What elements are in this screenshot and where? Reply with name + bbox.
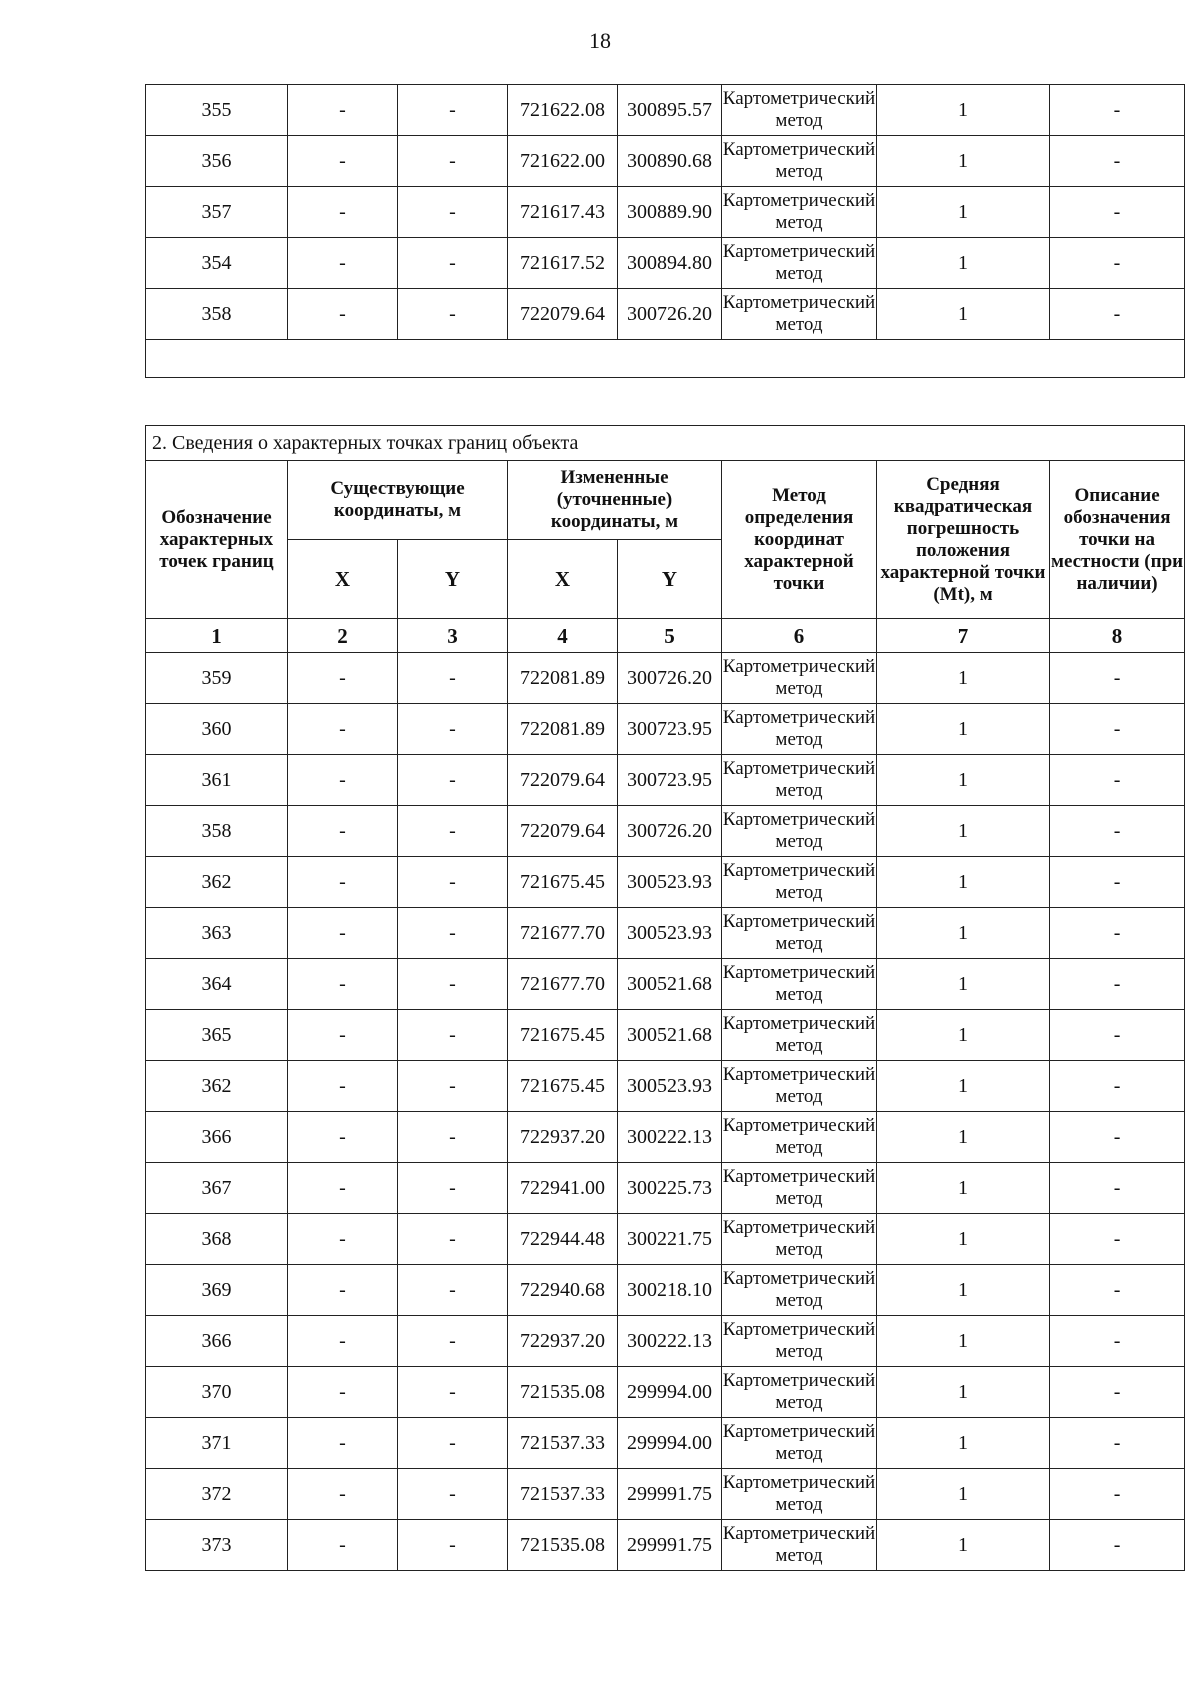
method-cell: Картометрический метод — [722, 1520, 877, 1571]
method-cell: Картометрический метод — [722, 857, 877, 908]
existing-x-cell: - — [288, 1418, 398, 1469]
table-row — [146, 1520, 1185, 1571]
method-cell: Картометрический метод — [722, 1214, 877, 1265]
existing-y-cell: - — [398, 1316, 508, 1367]
mean-error-cell: 1 — [877, 1418, 1050, 1469]
changed-x-cell: 722937.20 — [508, 1316, 618, 1367]
point-cell: 366 — [146, 1112, 288, 1163]
existing-y-cell: - — [398, 1367, 508, 1418]
changed-y-cell: 300521.68 — [618, 959, 722, 1010]
existing-x-cell: - — [288, 1112, 398, 1163]
point-cell: 372 — [146, 1469, 288, 1520]
table-row — [146, 806, 1185, 857]
changed-y-cell: 300225.73 — [618, 1163, 722, 1214]
table-row — [146, 85, 1185, 136]
existing-y-cell: - — [398, 1112, 508, 1163]
existing-x-cell: - — [288, 238, 398, 289]
table-row — [146, 1163, 1185, 1214]
description-cell: - — [1050, 1265, 1185, 1316]
existing-y-cell: - — [398, 289, 508, 340]
changed-y-cell: 300523.93 — [618, 1061, 722, 1112]
mean-error-cell: 1 — [877, 85, 1050, 136]
point-cell: 359 — [146, 653, 288, 704]
mean-error-cell: 1 — [877, 908, 1050, 959]
existing-x-cell: - — [288, 857, 398, 908]
description-cell: - — [1050, 704, 1185, 755]
description-cell: - — [1050, 1469, 1185, 1520]
existing-y-cell: - — [398, 755, 508, 806]
description-cell: - — [1050, 85, 1185, 136]
method-cell: Картометрический метод — [722, 1418, 877, 1469]
mean-error-cell: 1 — [877, 1520, 1050, 1571]
point-cell: 360 — [146, 704, 288, 755]
existing-y-cell: - — [398, 187, 508, 238]
existing-y-cell: - — [398, 1265, 508, 1316]
existing-x-cell: - — [288, 704, 398, 755]
description-cell: - — [1050, 238, 1185, 289]
header-changed-x: X — [508, 540, 618, 619]
table-row — [146, 704, 1185, 755]
table-row — [146, 1418, 1185, 1469]
method-cell: Картометрический метод — [722, 1163, 877, 1214]
changed-x-cell: 721622.08 — [508, 85, 618, 136]
changed-y-cell: 300889.90 — [618, 187, 722, 238]
mean-error-cell: 1 — [877, 289, 1050, 340]
existing-y-cell: - — [398, 238, 508, 289]
header-existing-x: X — [288, 540, 398, 619]
existing-x-cell: - — [288, 959, 398, 1010]
method-cell: Картометрический метод — [722, 238, 877, 289]
method-cell: Картометрический метод — [722, 1061, 877, 1112]
table-title: 2. Сведения о характерных точках границ объекта — [146, 426, 1185, 461]
point-cell: 367 — [146, 1163, 288, 1214]
column-number: 2 — [288, 619, 398, 653]
existing-x-cell: - — [288, 1265, 398, 1316]
description-cell: - — [1050, 653, 1185, 704]
column-number: 3 — [398, 619, 508, 653]
existing-x-cell: - — [288, 1163, 398, 1214]
table-row — [146, 1214, 1185, 1265]
mean-error-cell: 1 — [877, 959, 1050, 1010]
method-cell: Картометрический метод — [722, 704, 877, 755]
description-cell: - — [1050, 289, 1185, 340]
mean-error-cell: 1 — [877, 136, 1050, 187]
method-cell: Картометрический метод — [722, 187, 877, 238]
changed-x-cell: 722079.64 — [508, 806, 618, 857]
table-row — [146, 755, 1185, 806]
mean-error-cell: 1 — [877, 1469, 1050, 1520]
changed-y-cell: 300523.93 — [618, 908, 722, 959]
existing-y-cell: - — [398, 1520, 508, 1571]
table-row — [146, 1265, 1185, 1316]
changed-x-cell: 721535.08 — [508, 1520, 618, 1571]
table-row — [146, 1469, 1185, 1520]
changed-y-cell: 300726.20 — [618, 289, 722, 340]
mean-error-cell: 1 — [877, 1112, 1050, 1163]
method-cell: Картометрический метод — [722, 806, 877, 857]
table-row — [146, 1061, 1185, 1112]
existing-x-cell: - — [288, 289, 398, 340]
table-row — [146, 187, 1185, 238]
table-row — [146, 289, 1185, 340]
table-row — [146, 1112, 1185, 1163]
point-cell: 370 — [146, 1367, 288, 1418]
mean-error-cell: 1 — [877, 755, 1050, 806]
existing-x-cell: - — [288, 1010, 398, 1061]
description-cell: - — [1050, 187, 1185, 238]
description-cell: - — [1050, 806, 1185, 857]
description-cell: - — [1050, 1061, 1185, 1112]
changed-x-cell: 721617.52 — [508, 238, 618, 289]
description-cell: - — [1050, 1112, 1185, 1163]
point-cell: 358 — [146, 806, 288, 857]
existing-y-cell: - — [398, 136, 508, 187]
description-cell: - — [1050, 1418, 1185, 1469]
description-cell: - — [1050, 908, 1185, 959]
description-cell: - — [1050, 755, 1185, 806]
method-cell: Картометрический метод — [722, 1469, 877, 1520]
existing-x-cell: - — [288, 1367, 398, 1418]
changed-x-cell: 722081.89 — [508, 704, 618, 755]
mean-error-cell: 1 — [877, 1367, 1050, 1418]
method-cell: Картометрический метод — [722, 1112, 877, 1163]
coordinates-table-continued — [145, 84, 1185, 378]
description-cell: - — [1050, 1367, 1185, 1418]
point-cell: 358 — [146, 289, 288, 340]
method-cell: Картометрический метод — [722, 1265, 877, 1316]
method-cell: Картометрический метод — [722, 136, 877, 187]
existing-y-cell: - — [398, 704, 508, 755]
point-cell: 366 — [146, 1316, 288, 1367]
changed-x-cell: 722079.64 — [508, 289, 618, 340]
changed-x-cell: 721535.08 — [508, 1367, 618, 1418]
mean-error-cell: 1 — [877, 1010, 1050, 1061]
point-cell: 368 — [146, 1214, 288, 1265]
existing-x-cell: - — [288, 755, 398, 806]
changed-x-cell: 722081.89 — [508, 653, 618, 704]
mean-error-cell: 1 — [877, 857, 1050, 908]
mean-error-cell: 1 — [877, 238, 1050, 289]
changed-y-cell: 300221.75 — [618, 1214, 722, 1265]
table-row — [146, 959, 1185, 1010]
existing-x-cell: - — [288, 1061, 398, 1112]
mean-error-cell: 1 — [877, 1265, 1050, 1316]
method-cell: Картометрический метод — [722, 85, 877, 136]
existing-y-cell: - — [398, 85, 508, 136]
existing-y-cell: - — [398, 1469, 508, 1520]
mean-error-cell: 1 — [877, 806, 1050, 857]
header-changed-coords: Измененные (уточненные) координаты, м — [508, 461, 722, 540]
table-row — [146, 1010, 1185, 1061]
column-number: 5 — [618, 619, 722, 653]
point-cell: 355 — [146, 85, 288, 136]
header-method: Метод определения координат характерной точки — [722, 461, 877, 619]
changed-x-cell: 721675.45 — [508, 1061, 618, 1112]
point-cell: 373 — [146, 1520, 288, 1571]
changed-x-cell: 721677.70 — [508, 959, 618, 1010]
existing-y-cell: - — [398, 1061, 508, 1112]
existing-y-cell: - — [398, 857, 508, 908]
header-changed-y: Y — [618, 540, 722, 619]
method-cell: Картометрический метод — [722, 908, 877, 959]
table-row — [146, 1316, 1185, 1367]
existing-y-cell: - — [398, 908, 508, 959]
empty-cell — [146, 340, 1185, 378]
header-description: Описание обозначения точки на местности (при наличии) — [1050, 461, 1185, 619]
column-number: 4 — [508, 619, 618, 653]
column-number: 1 — [146, 619, 288, 653]
point-cell: 362 — [146, 1061, 288, 1112]
changed-x-cell: 722937.20 — [508, 1112, 618, 1163]
existing-x-cell: - — [288, 85, 398, 136]
description-cell: - — [1050, 136, 1185, 187]
existing-x-cell: - — [288, 1214, 398, 1265]
point-cell: 354 — [146, 238, 288, 289]
column-number: 7 — [877, 619, 1050, 653]
mean-error-cell: 1 — [877, 1061, 1050, 1112]
changed-x-cell: 721617.43 — [508, 187, 618, 238]
changed-y-cell: 300890.68 — [618, 136, 722, 187]
point-cell: 361 — [146, 755, 288, 806]
existing-y-cell: - — [398, 806, 508, 857]
existing-y-cell: - — [398, 1163, 508, 1214]
point-cell: 362 — [146, 857, 288, 908]
header-mean-error: Средняя квадратическая погрешность положения характерной точки (Mt), м — [877, 461, 1050, 619]
description-cell: - — [1050, 959, 1185, 1010]
point-cell: 364 — [146, 959, 288, 1010]
method-cell: Картометрический метод — [722, 1367, 877, 1418]
point-cell: 363 — [146, 908, 288, 959]
changed-x-cell: 721675.45 — [508, 1010, 618, 1061]
changed-y-cell: 299994.00 — [618, 1418, 722, 1469]
description-cell: - — [1050, 1214, 1185, 1265]
existing-y-cell: - — [398, 653, 508, 704]
changed-y-cell: 300895.57 — [618, 85, 722, 136]
changed-x-cell: 722940.68 — [508, 1265, 618, 1316]
table-row — [146, 857, 1185, 908]
description-cell: - — [1050, 1316, 1185, 1367]
existing-x-cell: - — [288, 806, 398, 857]
mean-error-cell: 1 — [877, 704, 1050, 755]
header-existing-coords: Существующие координаты, м — [288, 461, 508, 540]
existing-x-cell: - — [288, 1469, 398, 1520]
point-cell: 365 — [146, 1010, 288, 1061]
empty-row — [146, 340, 1185, 378]
header-point-designation: Обозначение характерных точек границ — [146, 461, 288, 619]
changed-x-cell: 721677.70 — [508, 908, 618, 959]
changed-x-cell: 721675.45 — [508, 857, 618, 908]
changed-x-cell: 722944.48 — [508, 1214, 618, 1265]
existing-y-cell: - — [398, 1010, 508, 1061]
changed-x-cell: 721622.00 — [508, 136, 618, 187]
changed-y-cell: 300723.95 — [618, 704, 722, 755]
description-cell: - — [1050, 857, 1185, 908]
changed-x-cell: 722079.64 — [508, 755, 618, 806]
table-row — [146, 136, 1185, 187]
changed-x-cell: 722941.00 — [508, 1163, 618, 1214]
column-number: 6 — [722, 619, 877, 653]
mean-error-cell: 1 — [877, 1316, 1050, 1367]
existing-x-cell: - — [288, 653, 398, 704]
changed-x-cell: 721537.33 — [508, 1469, 618, 1520]
changed-y-cell: 300218.10 — [618, 1265, 722, 1316]
method-cell: Картометрический метод — [722, 1010, 877, 1061]
description-cell: - — [1050, 1010, 1185, 1061]
column-number: 8 — [1050, 619, 1185, 653]
table-row — [146, 653, 1185, 704]
existing-x-cell: - — [288, 187, 398, 238]
existing-x-cell: - — [288, 1520, 398, 1571]
changed-y-cell: 299994.00 — [618, 1367, 722, 1418]
existing-y-cell: - — [398, 1418, 508, 1469]
method-cell: Картометрический метод — [722, 1316, 877, 1367]
point-cell: 357 — [146, 187, 288, 238]
changed-y-cell: 300723.95 — [618, 755, 722, 806]
page-number: 18 — [589, 28, 611, 53]
method-cell: Картометрический метод — [722, 289, 877, 340]
changed-y-cell: 300222.13 — [618, 1316, 722, 1367]
changed-y-cell: 299991.75 — [618, 1469, 722, 1520]
point-cell: 356 — [146, 136, 288, 187]
boundary-points-table-body — [146, 653, 1185, 1571]
table-row — [146, 1367, 1185, 1418]
boundary-points-table — [145, 425, 1185, 1571]
table-row — [146, 238, 1185, 289]
mean-error-cell: 1 — [877, 653, 1050, 704]
changed-y-cell: 300726.20 — [618, 806, 722, 857]
changed-y-cell: 300726.20 — [618, 653, 722, 704]
point-cell: 371 — [146, 1418, 288, 1469]
mean-error-cell: 1 — [877, 1163, 1050, 1214]
point-cell: 369 — [146, 1265, 288, 1316]
changed-x-cell: 721537.33 — [508, 1418, 618, 1469]
table-row — [146, 908, 1185, 959]
header-existing-y: Y — [398, 540, 508, 619]
existing-y-cell: - — [398, 959, 508, 1010]
description-cell: - — [1050, 1163, 1185, 1214]
method-cell: Картометрический метод — [722, 755, 877, 806]
description-cell: - — [1050, 1520, 1185, 1571]
changed-y-cell: 300521.68 — [618, 1010, 722, 1061]
coordinates-table-continued-body — [146, 85, 1185, 378]
mean-error-cell: 1 — [877, 187, 1050, 238]
changed-y-cell: 300222.13 — [618, 1112, 722, 1163]
method-cell: Картометрический метод — [722, 959, 877, 1010]
mean-error-cell: 1 — [877, 1214, 1050, 1265]
changed-y-cell: 299991.75 — [618, 1520, 722, 1571]
changed-y-cell: 300523.93 — [618, 857, 722, 908]
existing-x-cell: - — [288, 1316, 398, 1367]
method-cell: Картометрический метод — [722, 653, 877, 704]
existing-x-cell: - — [288, 136, 398, 187]
existing-y-cell: - — [398, 1214, 508, 1265]
existing-x-cell: - — [288, 908, 398, 959]
changed-y-cell: 300894.80 — [618, 238, 722, 289]
